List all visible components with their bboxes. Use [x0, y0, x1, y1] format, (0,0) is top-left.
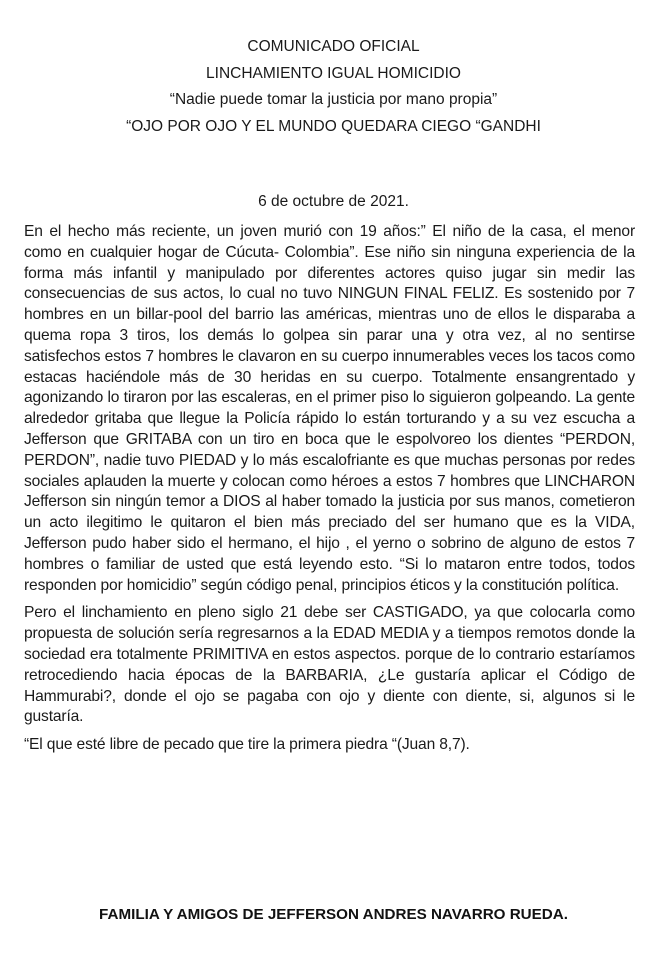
document-header — [0, 34, 667, 140]
paragraph-bible-quote: “El que esté libre de pecado que tire la primera piedra “(Juan 8,7). — [24, 736, 470, 754]
document-body — [24, 222, 635, 763]
paragraph-punishment: Pero el linchamiento en pleno siglo 21 debe ser CASTIGADO, ya que colocarla como propuesta de solución sería regresarnos a la EDAD MEDIA y a tiempos remotos donde la sociedad era totalmente PRIMITIVA en estos aspectos. porque de lo contrario estaríamos retrocediendo hacia épocas de la BARBARIA, ¿Le gustaría aplicar el Código de Hammurabi?, donde el ojo se pagaba con ojo y diente con diente, si, algunos si le gustaría. — [24, 604, 635, 726]
document-signature: FAMILIA Y AMIGOS DE JEFFERSON ANDRES NAVARRO RUEDA. — [99, 906, 568, 923]
header-quote-gandhi: “OJO POR OJO Y EL MUNDO QUEDARA CIEGO “GANDHI — [126, 117, 541, 135]
paragraph-incident: En el hecho más reciente, un joven murió con 19 años:” El niño de la casa, el menor como en cualquier hogar de Cúcuta- Colombia”. Ese niño sin ninguna experiencia de la forma más infantil y manipulado por diferentes actores quiso jugar sin medir las consecuencias de sus actos, lo cual no tuvo NINGUN FINAL FELIZ. Es sostenido por 7 hombres en un billar-pool del barrio las américas, mientras uno de ellos le disparaba a quema ropa 3 tiros, los demás lo golpea sin parar una y otra vez, al no sentirse satisfechos estos 7 hombres le clavaron en su cuerpo innumerables veces los tacos como estacas haciéndole más de 30 heridas en su cuerpo. Totalmente ensangrentado y agonizando lo tiraron por las escaleras, en el primer piso lo siguieron golpeando. La gente alrededor gritaba que llegue la Policía rápido lo están torturando y a su vez escucha a Jefferson que GRITABA con un tiro en boca que le espolvoreo los dientes “PERDON, PERDON”, nadie tuvo PIEDAD y lo más escalofriante es que muchas personas por redes sociales aplauden la muerte y colocan como héroes a estos 7 hombres que LINCHARON Jefferson sin ningún temor a DIOS al haber tomado la justicia por sus manos, cometieron un acto ilegitimo le quitaron el bien más preciado del ser humano que es la VIDA, Jefferson pudo haber sido el hermano, el hijo , el yerno o sobrino de alguno de estos 7 hombres o familiar de usted que está leyendo esto. “Si lo mataron entre todos, todos responden por homicidio” según código penal, principios éticos y la constitución política. — [24, 223, 635, 594]
document-subtitle: LINCHAMIENTO IGUAL HOMICIDIO — [206, 64, 461, 82]
header-quote-justice: “Nadie puede tomar la justicia por mano propia” — [169, 91, 498, 108]
document-title: COMUNICADO OFICIAL — [247, 38, 420, 55]
document-date: 6 de octubre de 2021. — [258, 193, 409, 210]
